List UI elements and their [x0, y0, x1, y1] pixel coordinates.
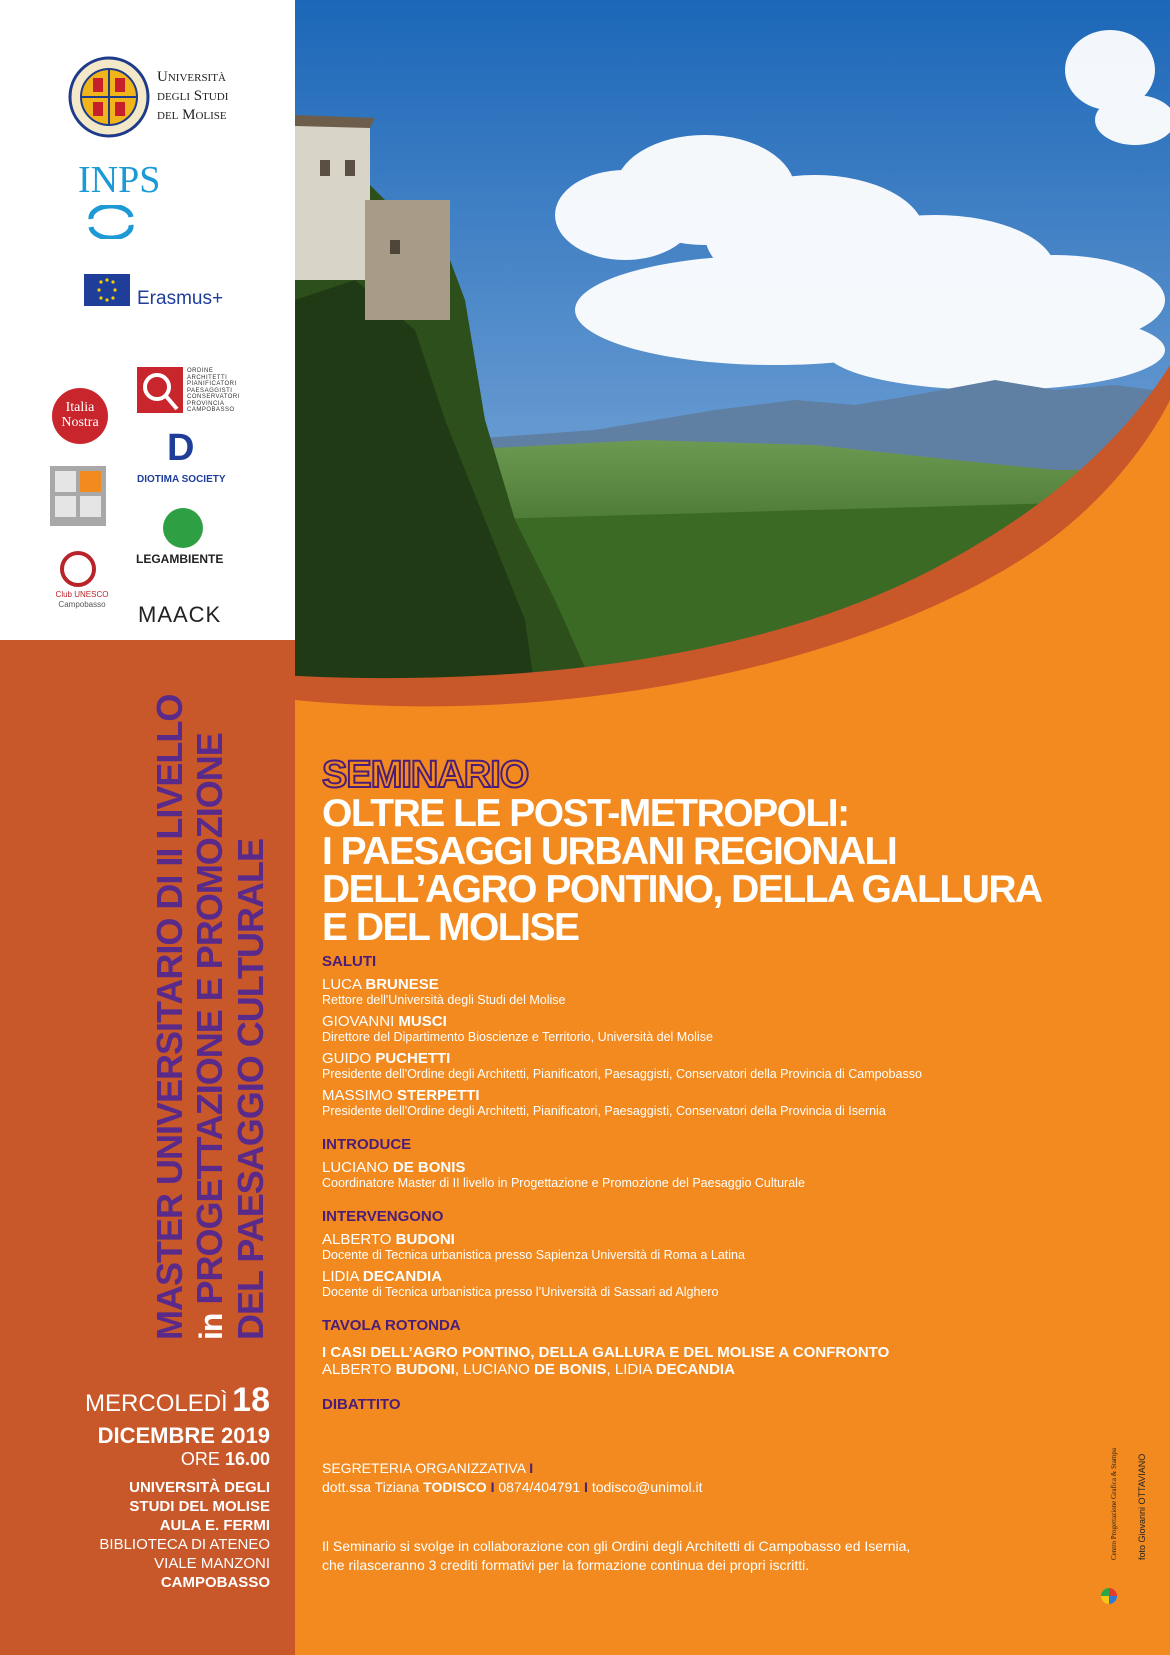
main-content	[322, 755, 1142, 1575]
eu-flag-icon	[84, 274, 130, 306]
tavola-heading: TAVOLA ROTONDA	[322, 1317, 461, 1334]
list-item: LUCA BRUNESE Rettore dell'Università degli Studi del Molise	[322, 976, 566, 1007]
print-credit: Centro Progettazione Grafica & Stampa	[1110, 1448, 1118, 1560]
inps-logo: INPS	[78, 159, 161, 201]
photo-credit: foto Giovanni OTTAVIANO	[1137, 1453, 1147, 1560]
maack-logo: MAACK	[138, 602, 222, 627]
inps-arrows-icon	[86, 205, 136, 243]
club-unesco-logo: Club UNESCO Campobasso	[55, 590, 109, 609]
seminar-title: OLTRE LE POST-METROPOLI: I PAESAGGI URBANI REGIONALI DELL’AGRO PONTINO, DELLA GALLURA E DEL MOLISE	[322, 792, 1042, 949]
legambiente-logo: LEGAMBIENTE	[136, 552, 224, 566]
segreteria-heading: SEGRETERIA ORGANIZZATIVA	[322, 1460, 526, 1476]
master-title-line2: in PROGETTAZIONE E PROMOZIONE	[189, 733, 230, 1340]
list-item: LIDIA DECANDIA Docente di Tecnica urbanistica presso l’Università di Sassari ad Alghero	[322, 1268, 719, 1299]
time-value: 16.00	[224, 1449, 270, 1469]
dibattito-heading: DIBATTITO	[322, 1396, 401, 1413]
list-item: ALBERTO BUDONI Docente di Tecnica urbanistica presso Sapienza Università di Roma a Latina	[322, 1231, 745, 1262]
date-block	[0, 1383, 270, 1470]
tavola-topic: I CASI DELL’AGRO PONTINO, DELLA GALLURA E DEL MOLISE A CONFRONTO	[322, 1344, 890, 1361]
date-day: 18	[232, 1381, 270, 1419]
phone-number: 0874/404791	[498, 1479, 581, 1495]
intervengono-heading: INTERVENGONO	[322, 1208, 444, 1225]
saluti-heading: SALUTI	[322, 953, 377, 970]
italia-nostra-logo: Italia Nostra	[52, 388, 108, 444]
unimol-seal	[68, 56, 150, 138]
legambiente-swan-icon	[163, 508, 203, 548]
master-title-line1: MASTER UNIVERSITARIO DI II LIVELLO	[149, 694, 190, 1340]
collaboration-note: Il Seminario si svolge in collaborazione con gli Ordini degli Architetti di Campobasso ed Isernia, che rilasceranno 3 crediti formativi per la formazione continua dei propri iscritti.	[322, 1538, 911, 1573]
date-weekday: MERCOLEDÌ	[85, 1390, 228, 1417]
diotima-d-icon: D	[167, 427, 195, 469]
introduce-heading: INTRODUCE	[322, 1136, 412, 1153]
time-label: ORE	[180, 1449, 220, 1469]
tavola-names: ALBERTO BUDONI, LUCIANO DE BONIS, LIDIA DECANDIA	[322, 1361, 735, 1378]
email-link[interactable]: todisco@unimol.it	[591, 1479, 703, 1495]
ordine-architetti-icon	[137, 367, 183, 413]
saluti-list	[322, 976, 1142, 1118]
print-center-icon	[1101, 1588, 1117, 1604]
club-unesco-icon	[60, 551, 96, 587]
date-month-year: DICEMBRE 2019	[97, 1423, 270, 1448]
segreteria-block: SEGRETERIA ORGANIZZATIVA I dott.ssa Tiziana TODISCO I 0874/404791 I todisco@unimol.it	[322, 1460, 703, 1495]
list-item: MASSIMO STERPETTI Presidente dell'Ordine degli Architetti, Pianificatori, Paesaggisti, Conservatori della Provincia di Isernia	[322, 1087, 886, 1118]
venue-block: UNIVERSITÀ DEGLI STUDI DEL MOLISE AULA E. FERMI BIBLIOTECA DI ATENEO VIALE MANZONI CAMPOBASSO	[99, 1479, 270, 1591]
grey-squares-logo	[50, 466, 106, 526]
ordine-architetti-text: ORDINE ARCHITETTI PIANIFICATORI PAESAGGISTI CONSERVATORI PROVINCIA CAMPOBASSO	[187, 368, 240, 413]
list-item: GIOVANNI MUSCI Direttore del Dipartimento Bioscienze e Territorio, Università del Molise	[322, 1013, 713, 1044]
list-item: LUCIANO DE BONIS Coordinatore Master di II livello in Progettazione e Promozione del Paesaggio Culturale	[322, 1159, 805, 1190]
master-title-line3: DEL PAESAGGIO CULTURALE	[230, 838, 271, 1340]
master-title	[149, 694, 271, 1340]
list-item: GUIDO PUCHETTI Presidente dell'Ordine degli Architetti, Pianificatori, Paesaggisti, Conservatori della Provincia di Campobasso	[322, 1050, 922, 1081]
unimol-name: Università degli Studi del Molise	[157, 69, 229, 123]
seminar-label: SEMINARIO	[322, 754, 529, 796]
diotima-logo: DIOTIMA SOCIETY	[137, 474, 226, 485]
erasmus-logo: Erasmus+	[137, 288, 224, 309]
